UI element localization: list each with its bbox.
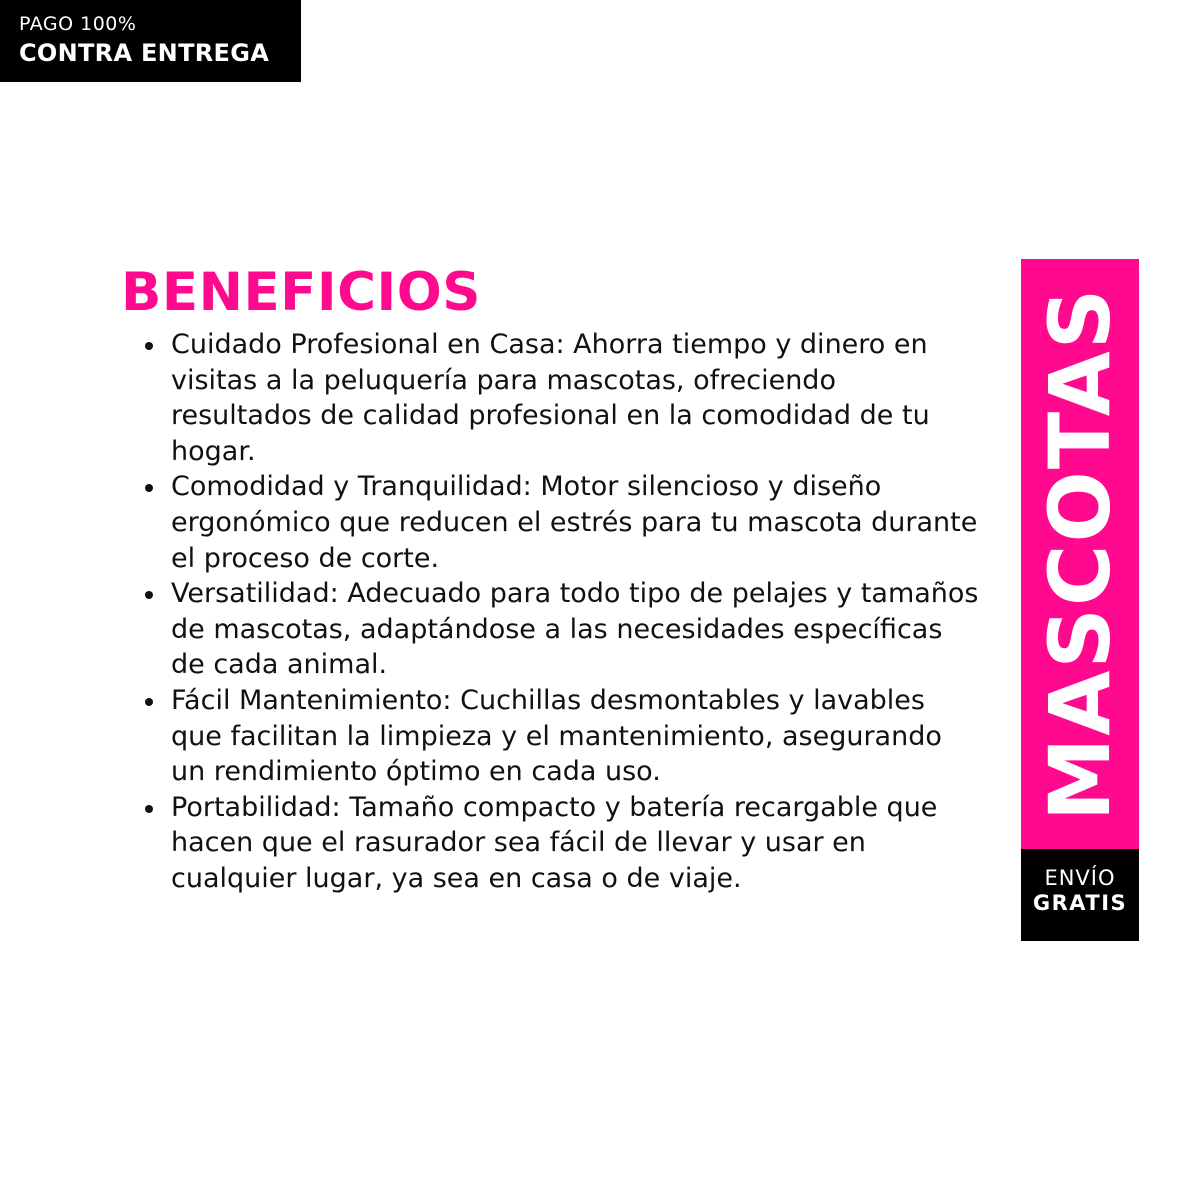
bullet-icon [145, 591, 153, 599]
bullet-icon [145, 805, 153, 813]
benefit-text: Cuidado Profesional en Casa: Ahorra tiempo y dinero en visitas a la peluquería para mascotas, ofreciendo resultados de calidad profesional en la comodidad de tu hogar. [171, 329, 930, 467]
benefit-text: Portabilidad: Tamaño compacto y batería recargable que hacen que el rasurador sea fácil de llevar y usar en cualquier lugar, ya sea en casa o de viaje. [171, 791, 938, 894]
benefit-item-portability [171, 790, 981, 897]
bullet-icon [145, 484, 153, 492]
benefit-text: Comodidad y Tranquilidad: Motor silencioso y diseño ergonómico que reducen el estrés para tu mascota durante el proceso de corte. [171, 471, 978, 574]
benefits-title: BENEFICIOS [121, 262, 481, 323]
shipping-badge-line2: GRATIS [1032, 891, 1128, 915]
benefit-item-maintenance [171, 683, 981, 790]
side-banner [1021, 259, 1139, 849]
shipping-badge-line1: ENVÍO [1044, 866, 1116, 890]
payment-badge [0, 0, 301, 82]
benefit-item-versatility [171, 576, 981, 683]
benefits-list [171, 327, 981, 897]
shipping-badge [1021, 849, 1139, 941]
side-banner-text: MASCOTAS [1031, 286, 1129, 822]
benefit-item-comfort [171, 469, 981, 576]
payment-badge-line1: PAGO 100% [19, 13, 137, 35]
bullet-icon [145, 342, 153, 350]
benefit-text: Versatilidad: Adecuado para todo tipo de pelajes y tamaños de mascotas, adaptándose a las necesidades específicas de cada animal. [171, 578, 979, 681]
benefit-item-professional-care [171, 327, 981, 469]
bullet-icon [145, 698, 153, 706]
benefit-text: Fácil Mantenimiento: Cuchillas desmontables y lavables que facilitan la limpieza y el mantenimiento, asegurando un rendimiento óptimo en cada uso. [171, 684, 942, 788]
payment-badge-line2: CONTRA ENTREGA [19, 39, 270, 67]
